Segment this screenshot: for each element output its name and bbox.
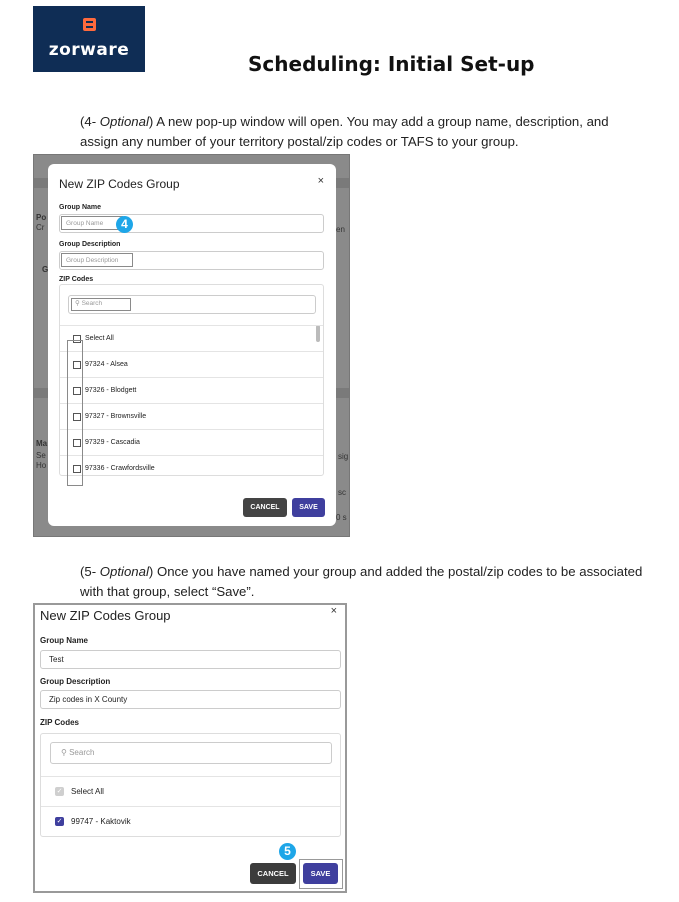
bg-fragment: Se: [36, 451, 46, 460]
row-label: Select All: [71, 787, 104, 796]
save-button[interactable]: SAVE: [292, 498, 325, 517]
row-label: 97326 - Blodgett: [85, 387, 137, 394]
zip-codes-list: [40, 733, 341, 837]
group-description-label: Group Description: [59, 241, 121, 248]
step-4-paragraph: [80, 112, 650, 152]
row-label: 97327 - Brownsville: [85, 413, 147, 420]
checkbox-checked[interactable]: ✓: [56, 818, 63, 825]
bg-fragment: Po: [36, 213, 47, 222]
list-item[interactable]: [60, 429, 324, 455]
modal-title: New ZIP Codes Group: [40, 608, 171, 623]
group-description-input[interactable]: Zip codes in X County: [40, 690, 341, 709]
page-title: Scheduling: Initial Set-up: [248, 52, 535, 76]
list-item[interactable]: [60, 351, 324, 377]
zorware-logo: [33, 6, 145, 72]
search-icon: ⚲: [75, 300, 80, 307]
group-name-input[interactable]: Test: [40, 650, 341, 669]
search-placeholder: Search: [81, 300, 103, 307]
close-icon[interactable]: ×: [317, 175, 324, 187]
screenshot-new-zip-group-empty: [33, 154, 350, 537]
group-name-placeholder: Group Name: [61, 216, 123, 230]
screenshot-new-zip-group-filled: [33, 603, 347, 893]
step-4-text: ) A new pop-up window will open. You may add a group name, description, and assign any number of your territory postal/zip codes or TAFS to your group.: [80, 114, 609, 149]
cancel-button[interactable]: CANCEL: [250, 863, 296, 884]
step-5-paragraph: [80, 562, 650, 602]
close-icon[interactable]: ×: [330, 605, 337, 617]
step-5-optional: Optional: [99, 564, 149, 579]
group-name-input[interactable]: [59, 214, 324, 233]
bg-fragment: sc: [338, 488, 346, 497]
logo-text: zorware: [48, 40, 130, 60]
checkbox-indeterminate[interactable]: ✓: [56, 788, 63, 795]
step-4-optional: Optional: [99, 114, 149, 129]
zip-search-field: [71, 298, 131, 311]
group-description-label: Group Description: [40, 677, 111, 686]
zip-codes-list: [59, 284, 324, 476]
zip-codes-label: ZIP Codes: [59, 276, 94, 283]
select-all-row[interactable]: [60, 325, 324, 351]
step-5-lead: (5-: [80, 564, 100, 579]
new-zip-group-modal: [48, 164, 336, 526]
group-description-placeholder: Group Description: [61, 253, 133, 267]
group-description-input[interactable]: [59, 251, 324, 270]
select-all-row[interactable]: [41, 776, 340, 806]
logo-mark-icon: [83, 18, 96, 31]
row-label: Select All: [85, 335, 114, 342]
row-label: 97336 - Crawfordsville: [85, 465, 155, 472]
search-icon: ⚲: [61, 748, 67, 757]
bg-fragment: en: [336, 225, 345, 234]
bg-fragment: Ma: [36, 439, 48, 448]
group-name-label: Group Name: [40, 636, 89, 645]
bg-fragment: Cr: [36, 223, 45, 232]
step-4-badge: 4: [116, 216, 133, 233]
bg-fragment: 0 s: [336, 513, 347, 522]
cancel-button[interactable]: CANCEL: [243, 498, 287, 517]
row-label: 97324 - Alsea: [85, 361, 128, 368]
bg-fragment: sig: [338, 452, 349, 461]
row-label: 99747 - Kaktovik: [71, 817, 131, 826]
row-label: 97329 - Cascadia: [85, 439, 140, 446]
checkbox-column-highlight: [67, 340, 83, 486]
step-4-lead: (4-: [80, 114, 100, 129]
step-5-text: ) Once you have named your group and added the postal/zip codes to be associated with that group, select “Save”.: [80, 564, 643, 599]
zip-codes-label: ZIP Codes: [40, 718, 79, 727]
bg-fragment: G: [42, 265, 49, 274]
search-placeholder: Search: [69, 748, 95, 757]
step-5-badge: 5: [279, 843, 296, 860]
list-item[interactable]: [60, 377, 324, 403]
list-item[interactable]: [60, 455, 324, 476]
list-item[interactable]: [41, 806, 340, 836]
group-name-label: Group Name: [59, 204, 102, 211]
list-item[interactable]: [60, 403, 324, 429]
bg-fragment: Ho: [36, 461, 47, 470]
save-button[interactable]: SAVE: [303, 863, 338, 884]
modal-title: New ZIP Codes Group: [59, 177, 180, 191]
zip-search-input[interactable]: [68, 295, 316, 314]
zip-search-input[interactable]: [50, 742, 332, 764]
